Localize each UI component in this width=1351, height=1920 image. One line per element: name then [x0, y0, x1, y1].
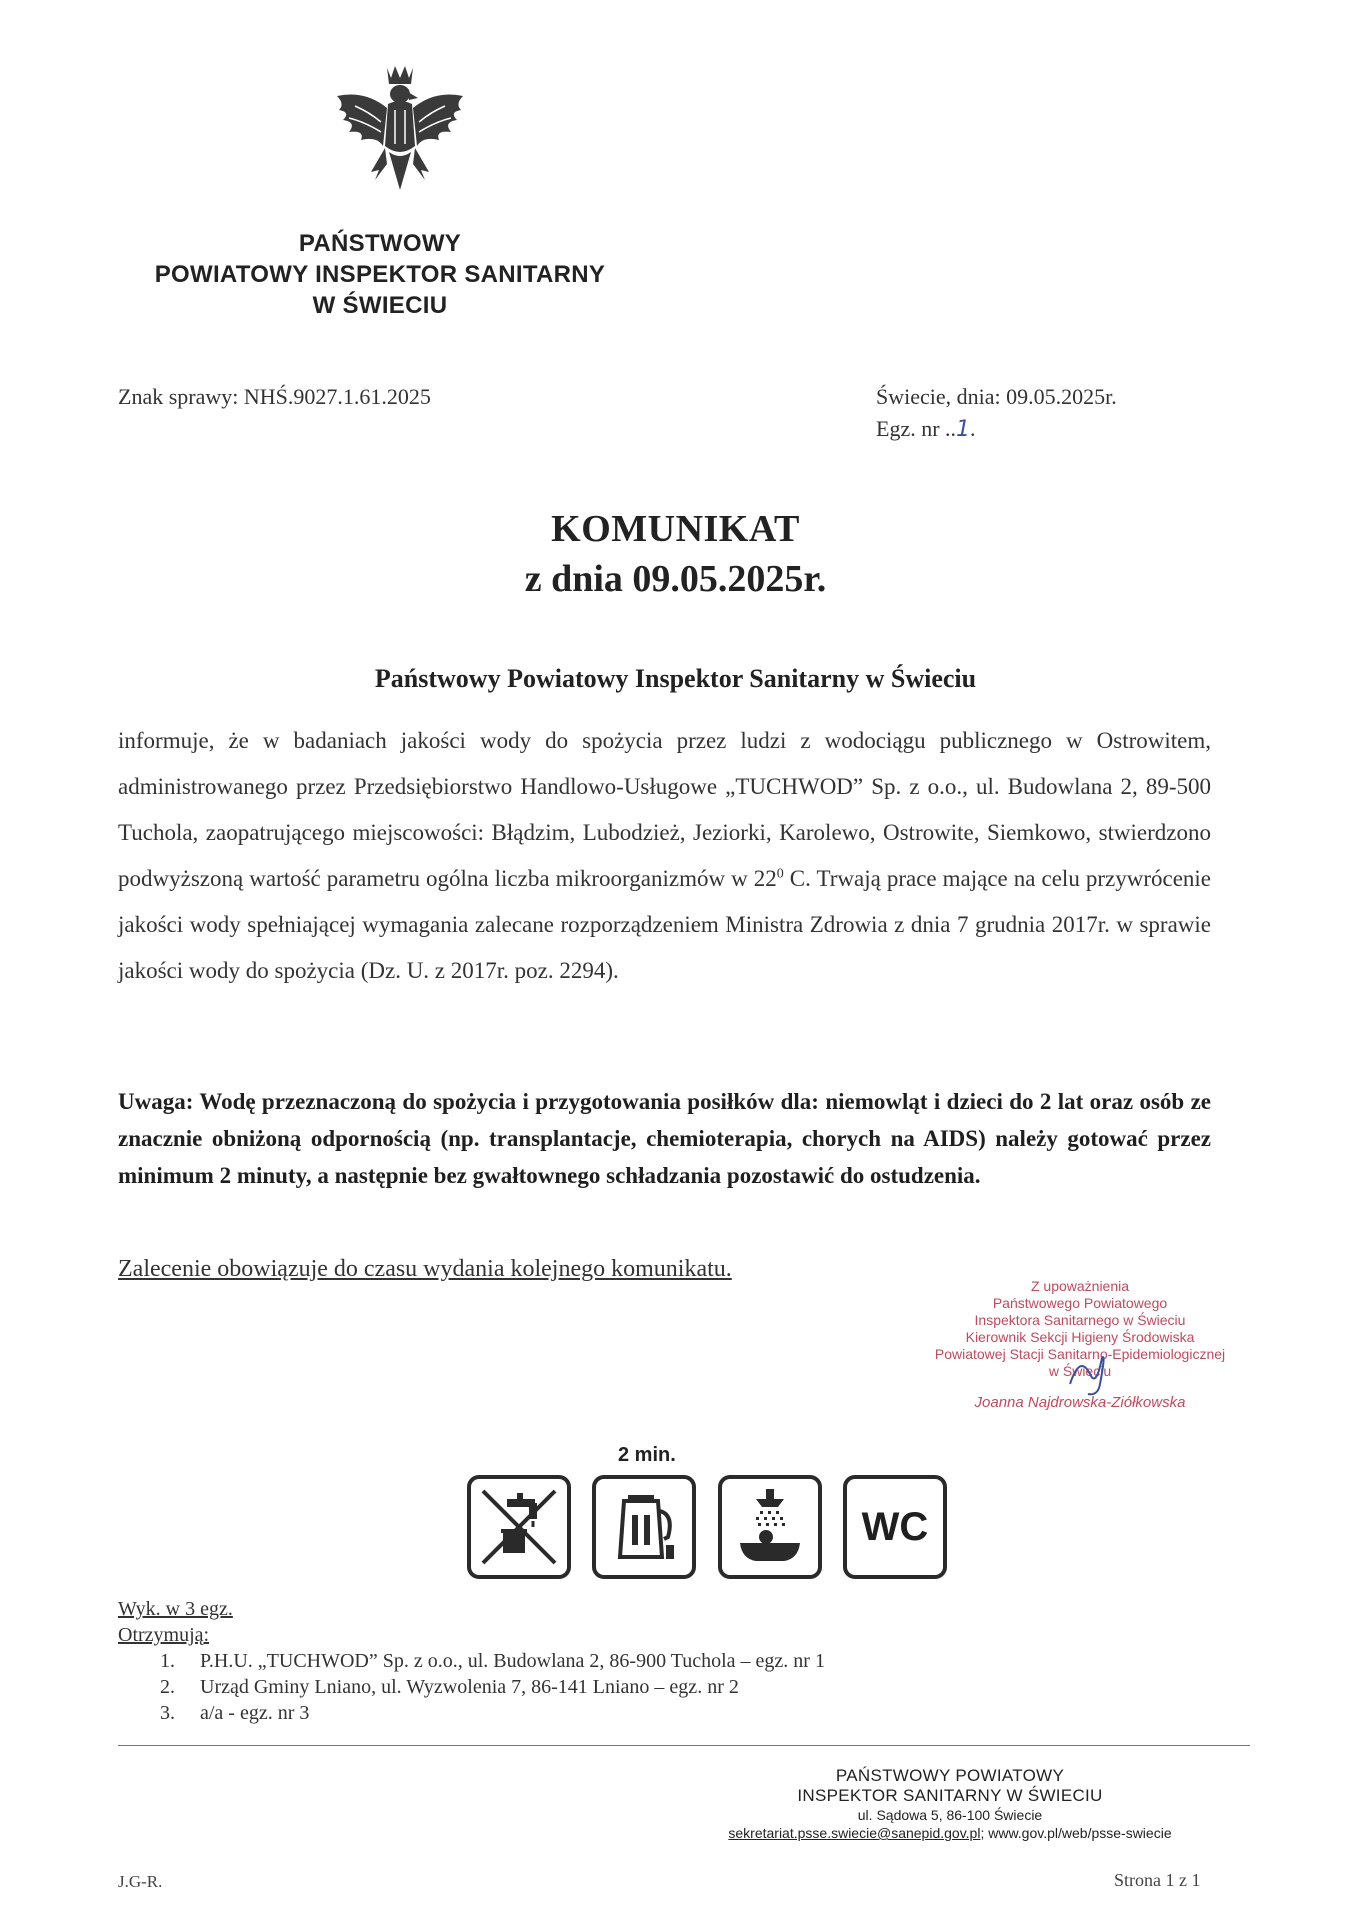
recipients-label: Otrzymują:	[118, 1624, 210, 1646]
document-date-title: z dnia 09.05.2025r.	[524, 558, 827, 600]
body-heading: Państwowy Powiatowy Inspektor Sanitarny w Świeciu	[374, 664, 977, 693]
authority-line-2: POWIATOWY INSPEKTOR SANITARNY	[154, 261, 606, 288]
copy-number-label: Egz. nr ..	[876, 416, 957, 441]
degree-superscript: 0	[776, 866, 784, 882]
body-paragraph	[118, 718, 1211, 994]
copy-number	[876, 416, 976, 442]
copy-number-handwritten: 1	[956, 417, 971, 442]
emblem-eagle-icon	[325, 60, 475, 200]
stamp-line-4: Kierownik Sekcji Higieny Środowiska	[965, 1329, 1195, 1345]
author-initials: J.G-R.	[118, 1872, 163, 1891]
no-tap-water-icon	[467, 1475, 571, 1579]
stamp-line-5: Powiatowej Stacji Sanitarno-Epidemiologicznej	[934, 1346, 1226, 1362]
warning-paragraph: Uwaga: Wodę przeznaczoną do spożycia i przygotowania posiłków dla: niemowląt i dzieci do 2 lat oraz osób ze znacznie obniżoną odpornością (np. transplantacje, chemioterapia, chorych na AIDS) należy gotować przez minimum 2 minuty, a następnie bez gwałtownego schładzania pozostawić do ostudzenia.	[118, 1089, 1211, 1188]
body-text-part-1: informuje, że w badaniach jakości wody do spożycia przez ludzi z wodociągu publicznego w Ostrowitem, administrowanego przez Przedsiębiorstwo Handlowo-Usługowe „TUCHWOD” Sp. z o.o., ul. Budowlana 2, 89-500 Tuchola, zaopatrującego miejscowości: Błądzim, Lubodzież, Jeziorki, Karolewo, Ostrowite, Siemkowo, stwierdzono podwyższoną wartość parametru ogólna liczba mikroorganizmów w 22	[118, 728, 1211, 891]
copy-number-trail: .	[970, 416, 976, 441]
copies-made-note: Wyk. w 3 egz.	[118, 1598, 233, 1620]
authority-line-1: PAŃSTWOWY	[298, 230, 462, 257]
stamp-name: Joanna Najdrowska-Ziółkowska	[974, 1394, 1186, 1411]
list-item: 2. Urząd Gminy Lniano, ul. Wyzwolenia 7, 86-141 Lniano – egz. nr 2	[160, 1676, 739, 1698]
case-reference: Znak sprawy: NHŚ.9027.1.61.2025	[118, 384, 431, 409]
kettle-icon	[592, 1475, 696, 1579]
footer-email-link[interactable]: sekretariat.psse.swiecie@sanepid.gov.pl	[728, 1825, 981, 1841]
page-number: Strona 1 z 1	[1114, 1870, 1201, 1890]
footer-line-2: INSPEKTOR SANITARNY W ŚWIECIU	[797, 1786, 1103, 1805]
shower-icon	[718, 1475, 822, 1579]
place-date: Świecie, dnia: 09.05.2025r.	[876, 384, 1117, 409]
stamp-line-6: w Świeciu	[1048, 1363, 1112, 1379]
footer-address-line: ul. Sądowa 5, 86-100 Świecie	[857, 1807, 1043, 1823]
authority-header	[120, 228, 640, 321]
recommendation-note: Zalecenie obowiązuje do czasu wydania kolejnego komunikatu.	[118, 1256, 732, 1282]
wc-icon	[843, 1475, 947, 1579]
recipients-list	[160, 1648, 825, 1726]
document-title: KOMUNIKAT	[551, 508, 800, 550]
authority-line-3: W ŚWIECIU	[312, 292, 448, 319]
footer-contact	[700, 1824, 1200, 1842]
footer-divider	[118, 1745, 1250, 1746]
list-item: 3. a/a - egz. nr 3	[160, 1702, 310, 1724]
list-item: 1. P.H.U. „TUCHWOD” Sp. z o.o., ul. Budowlana 2, 86-900 Tuchola – egz. nr 1	[160, 1650, 825, 1672]
stamp-line-1: Z upoważnienia	[1030, 1278, 1130, 1294]
boil-time-label: 2 min.	[618, 1444, 676, 1466]
stamp-line-3: Inspektora Sanitarnego w Świeciu	[974, 1312, 1186, 1328]
footer-website[interactable]: ; www.gov.pl/web/psse-swiecie	[980, 1825, 1172, 1841]
footer-line-1: PAŃSTWOWY POWIATOWY	[835, 1766, 1065, 1785]
stamp-line-2: Państwowego Powiatowego	[992, 1295, 1168, 1311]
body-text-part-2: C. Trwają prace mające na celu przywrócenie jakości wody spełniającej wymagania zalecane rozporządzeniem Ministra Zdrowia z dnia 7 grudnia 2017r. w sprawie jakości wody do spożycia (Dz. U. z 2017r. poz. 2294).	[118, 866, 1212, 983]
footer-address	[700, 1766, 1200, 1842]
signature-icon	[1060, 1344, 1120, 1404]
wc-label: WC	[861, 1505, 929, 1549]
